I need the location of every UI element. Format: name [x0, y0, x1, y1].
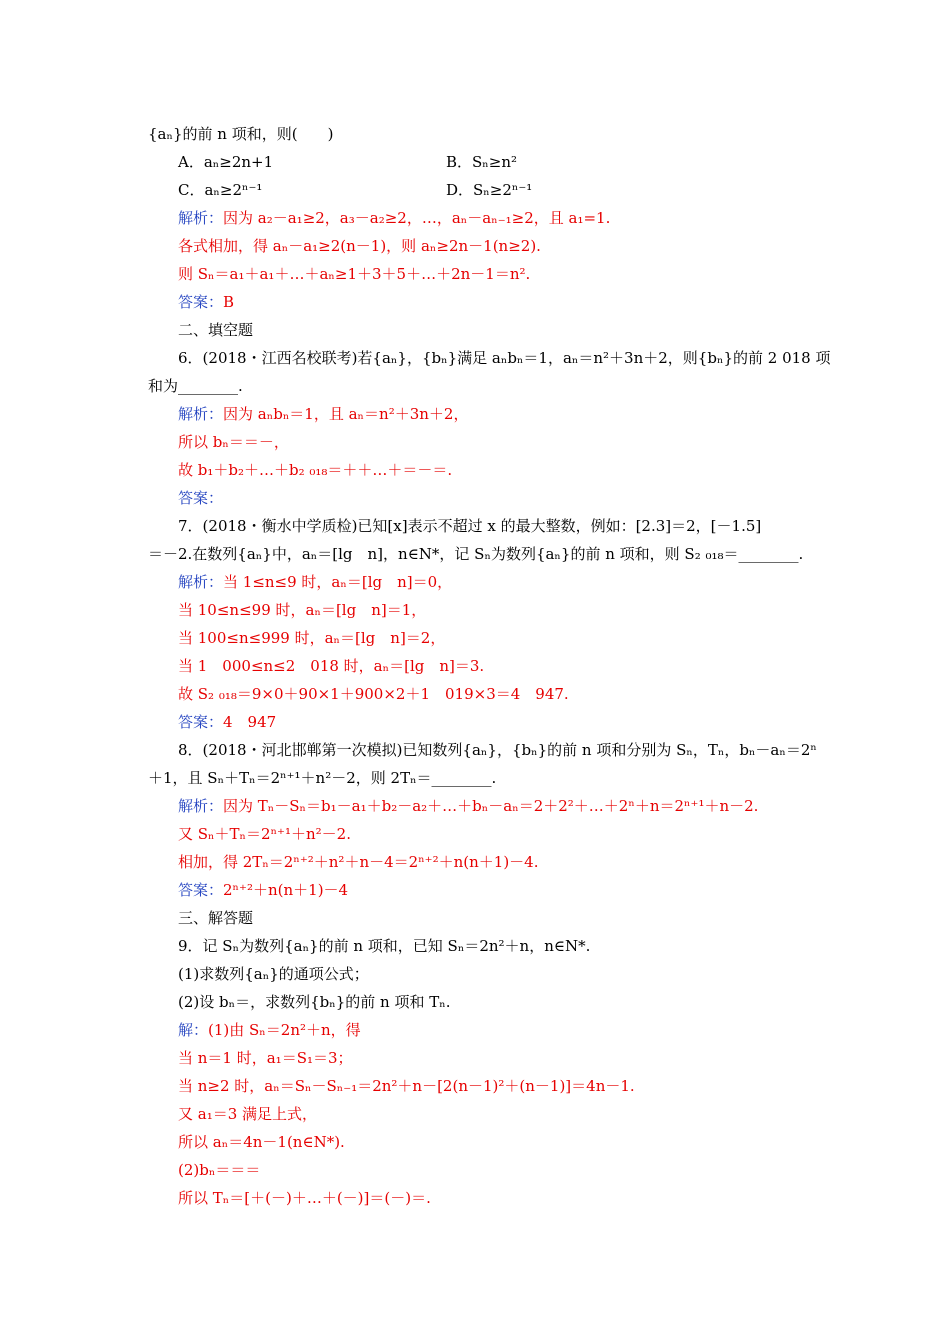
- question-text-line: 和为________.: [148, 377, 243, 395]
- question-text-line: 7．(2018・衡水中学质检)已知[x]表示不超过 x 的最大整数，例如：[2.3]＝2，[－1.5]: [178, 517, 762, 535]
- answer-line: [178, 488, 223, 508]
- question-text-line: ＝－2.在数列{aₙ}中，aₙ＝[lg n]，n∈N*，记 Sₙ为数列{aₙ}的前 n 项和，则 S₂ ₀₁₈＝________.: [148, 545, 804, 563]
- solution-line: 所以 Tₙ＝[＋(－)＋…＋(－)]＝(－)＝.: [178, 1189, 431, 1207]
- answer-line: 答案：4 947: [178, 713, 277, 731]
- answer-line: 答案：B: [178, 293, 235, 311]
- solution-label: 解析：: [178, 573, 224, 591]
- answer-label: 答案：: [178, 713, 224, 731]
- option-b: B．Sₙ≥n²: [446, 153, 518, 171]
- solution-line: 解析：当 1≤n≤9 时，aₙ＝[lg n]＝0，: [178, 573, 453, 591]
- question-text-line: (2)设 bₙ＝，求数列{bₙ}的前 n 项和 Tₙ.: [178, 993, 451, 1011]
- solution-line: 当 n＝1 时，a₁＝S₁＝3；: [178, 1049, 353, 1067]
- solution-line: 当 100≤n≤999 时，aₙ＝[lg n]＝2，: [178, 629, 446, 647]
- solution-line: 当 10≤n≤99 时，aₙ＝[lg n]＝1，: [178, 601, 427, 619]
- solution-line: 解析：因为 a₂－a₁≥2，a₃－a₂≥2，…，aₙ－aₙ₋₁≥2，且 a₁=1.: [178, 209, 611, 227]
- solution-line: 则 Sₙ＝a₁＋a₁＋…＋aₙ≥1＋3＋5＋…＋2n－1＝n².: [178, 265, 531, 283]
- question-text-line: 8．(2018・河北邯郸第一次模拟)已知数列{aₙ}，{bₙ}的前 n 项和分别为 Sₙ，Tₙ，bₙ－aₙ＝2ⁿ: [178, 741, 817, 759]
- solution-line: 故 b₁＋b₂＋…＋b₂ ₀₁₈＝＋＋…＋＝－＝.: [178, 461, 453, 479]
- solution-line: 所以 aₙ＝4n－1(n∈N*).: [178, 1133, 345, 1151]
- solution-label: 解析：: [178, 797, 224, 815]
- section-heading: 二、填空题: [178, 321, 254, 339]
- question-text-line: (1)求数列{aₙ}的通项公式；: [178, 965, 369, 983]
- solution-label: 解析：: [178, 209, 224, 227]
- question-text-line: {aₙ}的前 n 项和，则( ): [148, 125, 334, 143]
- answer-line: 答案：2ⁿ⁺²＋n(n＋1)－4: [178, 881, 349, 899]
- solution-line: 解：(1)由 Sₙ＝2n²＋n，得: [178, 1021, 361, 1039]
- question-text-line: 9．记 Sₙ为数列{aₙ}的前 n 项和，已知 Sₙ＝2n²＋n，n∈N*.: [178, 937, 591, 955]
- answer-label: 答案：: [178, 293, 224, 311]
- option-d: D．Sₙ≥2ⁿ⁻¹: [446, 181, 533, 199]
- solution-line: 又 a₁＝3 满足上式，: [178, 1105, 318, 1123]
- question-text-line: 6．(2018・江西名校联考)若{aₙ}，{bₙ}满足 aₙbₙ＝1，aₙ＝n²＋3n＋2，则{bₙ}的前 2 018 项: [178, 349, 831, 367]
- solution-line: (2)bₙ＝＝＝: [178, 1161, 261, 1179]
- answer-label: 答案：: [178, 489, 224, 507]
- solution-line: 故 S₂ ₀₁₈＝9×0＋90×1＋900×2＋1 019×3＝4 947.: [178, 685, 569, 703]
- solution-line: 相加，得 2Tₙ＝2ⁿ⁺²＋n²＋n－4＝2ⁿ⁺²＋n(n＋1)－4.: [178, 853, 539, 871]
- answer-label: 答案：: [178, 881, 224, 899]
- solution-label: 解析：: [178, 405, 224, 423]
- option-c: C．aₙ≥2ⁿ⁻¹: [178, 181, 263, 199]
- solution-line: 解析：因为 aₙbₙ＝1，且 aₙ＝n²＋3n＋2，: [178, 405, 469, 423]
- solution-line: 又 Sₙ＋Tₙ＝2ⁿ⁺¹＋n²－2.: [178, 825, 351, 843]
- section-heading: 三、解答题: [178, 909, 254, 927]
- solution-line: 各式相加，得 aₙ－a₁≥2(n－1)，则 aₙ≥2n－1(n≥2).: [178, 237, 541, 255]
- question-text-line: ＋1，且 Sₙ＋Tₙ＝2ⁿ⁺¹＋n²－2，则 2Tₙ＝________.: [148, 769, 497, 787]
- option-a: A．aₙ≥2n+1: [178, 153, 274, 171]
- solution-label: 解：: [178, 1021, 209, 1039]
- solution-line: 所以 bₙ＝＝－，: [178, 433, 289, 451]
- solution-line: 解析：因为 Tₙ－Sₙ＝b₁－a₁＋b₂－a₂＋…＋bₙ－aₙ＝2＋2²＋…＋2ⁿ＋n＝2ⁿ⁺¹＋n－2.: [178, 797, 759, 815]
- solution-line: 当 n≥2 时，aₙ＝Sₙ－Sₙ₋₁＝2n²＋n－[2(n－1)²＋(n－1)]＝4n－1.: [178, 1077, 635, 1095]
- solution-line: 当 1 000≤n≤2 018 时，aₙ＝[lg n]＝3.: [178, 657, 485, 675]
